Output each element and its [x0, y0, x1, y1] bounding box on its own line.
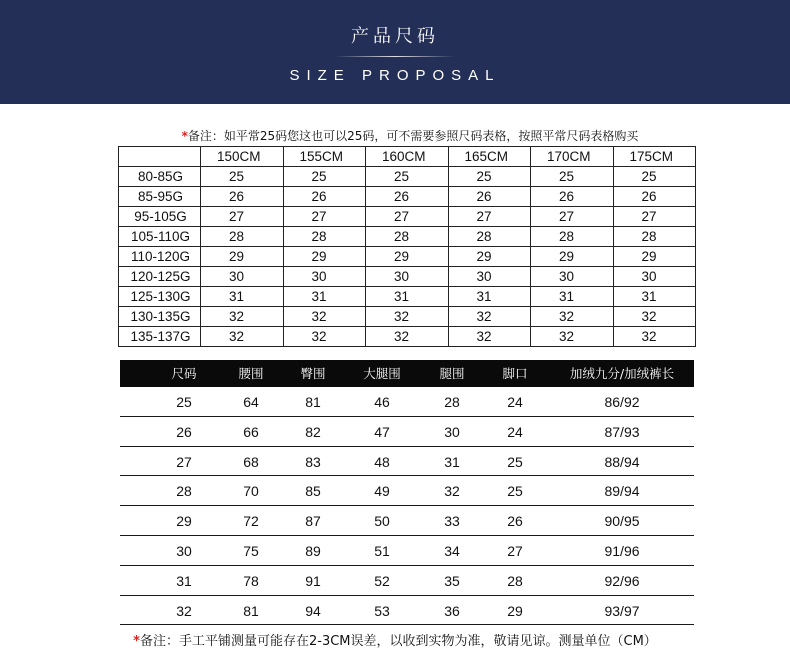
measure-cell: 82	[305, 423, 321, 440]
table-row	[119, 187, 696, 207]
table-row	[119, 167, 696, 187]
weight-label: 135-137G	[119, 327, 201, 347]
size-cell: 25	[448, 167, 531, 187]
measure-cell: 35	[444, 572, 460, 589]
measure-cell: 26	[176, 423, 192, 440]
size-cell: 25	[201, 167, 284, 187]
height-header: 165CM	[448, 147, 531, 167]
measure-header-cell: 脚口	[502, 366, 528, 381]
weight-label: 105-110G	[119, 227, 201, 247]
measure-cell: 91/96	[604, 542, 640, 559]
measure-cell: 27	[507, 542, 523, 559]
weight-label: 80-85G	[119, 167, 201, 187]
size-cell: 32	[531, 307, 614, 327]
measure-cell: 31	[176, 572, 192, 589]
weight-label: 125-130G	[119, 287, 201, 307]
asterisk-icon: *	[181, 129, 188, 143]
bottom-note-text: 备注：手工平铺测量可能存在2-3CM误差，以收到实物为准，敬请见谅。测量单位（CM）	[139, 634, 657, 649]
size-cell: 31	[613, 287, 696, 307]
measure-cell: 31	[444, 453, 460, 470]
measure-cell: 49	[374, 483, 390, 500]
size-cell: 30	[613, 267, 696, 287]
size-cell: 31	[201, 287, 284, 307]
measure-cell: 88/94	[604, 453, 640, 470]
measure-cell: 34	[444, 542, 460, 559]
size-cell: 29	[366, 247, 449, 267]
table-row	[120, 387, 694, 417]
size-table-corner	[119, 147, 201, 167]
size-cell: 32	[283, 327, 366, 347]
size-cell: 27	[448, 207, 531, 227]
size-cell: 32	[201, 307, 284, 327]
size-cell: 32	[366, 327, 449, 347]
asterisk-icon: *	[133, 634, 140, 649]
measure-header-cell: 加绒九分/加绒裤长	[569, 366, 675, 381]
size-cell: 27	[366, 207, 449, 227]
table-row	[120, 566, 694, 596]
measure-cell: 25	[507, 483, 523, 500]
size-cell: 27	[531, 207, 614, 227]
measure-cell: 32	[176, 602, 192, 619]
size-table-header-row	[119, 147, 696, 167]
size-cell: 27	[201, 207, 284, 227]
size-cell: 32	[366, 307, 449, 327]
size-cell: 29	[201, 247, 284, 267]
measure-header-cell: 臀围	[300, 366, 326, 381]
measure-cell: 90/95	[604, 513, 640, 530]
measure-cell: 25	[507, 453, 523, 470]
size-cell: 28	[366, 227, 449, 247]
table-row	[119, 327, 696, 347]
measure-header-cell: 腰围	[238, 366, 264, 381]
measure-cell: 30	[444, 423, 460, 440]
size-cell: 25	[613, 167, 696, 187]
measure-cell: 46	[374, 394, 390, 410]
table-row	[119, 247, 696, 267]
measure-cell: 53	[374, 602, 390, 619]
size-cell: 30	[448, 267, 531, 287]
measure-cell: 33	[444, 513, 460, 530]
size-cell: 29	[448, 247, 531, 267]
size-cell: 31	[283, 287, 366, 307]
measure-cell: 24	[507, 423, 523, 440]
measure-cell: 83	[305, 453, 321, 470]
table-row	[119, 227, 696, 247]
size-cell: 29	[283, 247, 366, 267]
measure-cell: 81	[243, 602, 259, 619]
measure-cell: 32	[444, 483, 460, 500]
size-cell: 31	[366, 287, 449, 307]
measure-cell: 94	[305, 602, 321, 619]
size-cell: 32	[283, 307, 366, 327]
measure-cell: 89/94	[604, 483, 640, 500]
measurement-table	[120, 387, 694, 625]
size-cell: 32	[201, 327, 284, 347]
weight-label: 95-105G	[119, 207, 201, 227]
measure-cell: 48	[374, 453, 390, 470]
weight-label: 130-135G	[119, 307, 201, 327]
size-cell: 30	[283, 267, 366, 287]
measure-header-cell: 大腿围	[363, 366, 401, 381]
measure-cell: 36	[444, 602, 460, 619]
weight-label: 120-125G	[119, 267, 201, 287]
measure-cell: 28	[444, 394, 460, 410]
size-cell: 31	[448, 287, 531, 307]
measure-cell: 47	[374, 423, 390, 440]
measure-cell: 75	[243, 542, 259, 559]
size-cell: 32	[531, 327, 614, 347]
table-row	[120, 417, 694, 447]
measure-cell: 64	[243, 394, 259, 410]
size-cell: 31	[531, 287, 614, 307]
measure-cell: 87/93	[604, 423, 640, 440]
top-note	[0, 128, 790, 144]
size-cell: 29	[531, 247, 614, 267]
height-header: 160CM	[366, 147, 449, 167]
banner-divider	[335, 56, 455, 57]
size-cell: 26	[531, 187, 614, 207]
measure-header-cell: 尺码	[171, 366, 197, 381]
measure-cell: 85	[305, 483, 321, 500]
size-cell: 30	[531, 267, 614, 287]
table-row	[119, 287, 696, 307]
header-banner	[0, 0, 790, 104]
measure-cell: 86/92	[604, 394, 640, 410]
measure-cell: 50	[374, 513, 390, 530]
size-cell: 26	[366, 187, 449, 207]
height-header: 150CM	[201, 147, 284, 167]
measure-cell: 25	[176, 394, 192, 410]
size-cell: 28	[613, 227, 696, 247]
size-cell: 32	[448, 327, 531, 347]
size-cell: 28	[448, 227, 531, 247]
measure-cell: 28	[176, 483, 192, 500]
measure-cell: 30	[176, 542, 192, 559]
table-row	[120, 506, 694, 536]
banner-subtitle: SIZE PROPOSAL	[289, 67, 501, 84]
measure-cell: 91	[305, 572, 321, 589]
size-cell: 26	[201, 187, 284, 207]
size-cell: 25	[366, 167, 449, 187]
height-header: 155CM	[283, 147, 366, 167]
measure-cell: 66	[243, 423, 259, 440]
measure-cell: 78	[243, 572, 259, 589]
size-cell: 27	[283, 207, 366, 227]
table-row	[120, 536, 694, 566]
weight-label: 110-120G	[119, 247, 201, 267]
table-row	[120, 447, 694, 477]
size-cell: 25	[283, 167, 366, 187]
table-row	[119, 207, 696, 227]
size-cell: 28	[531, 227, 614, 247]
size-cell: 32	[448, 307, 531, 327]
measure-cell: 29	[176, 513, 192, 530]
measure-cell: 89	[305, 542, 321, 559]
table-row	[120, 596, 694, 626]
table-row	[120, 476, 694, 506]
measurement-table-header	[120, 360, 694, 387]
height-header: 175CM	[613, 147, 696, 167]
measure-cell: 87	[305, 513, 321, 530]
bottom-note	[0, 634, 790, 650]
measure-cell: 26	[507, 513, 523, 530]
measure-cell: 51	[374, 542, 390, 559]
measure-cell: 72	[243, 513, 259, 530]
size-cell: 32	[613, 307, 696, 327]
size-cell: 27	[613, 207, 696, 227]
size-cell: 28	[201, 227, 284, 247]
measure-cell: 28	[507, 572, 523, 589]
size-cell: 29	[613, 247, 696, 267]
measure-cell: 81	[305, 394, 321, 410]
table-row	[119, 267, 696, 287]
size-cell: 32	[613, 327, 696, 347]
size-cell: 25	[531, 167, 614, 187]
measure-cell: 24	[507, 394, 523, 410]
size-cell: 26	[448, 187, 531, 207]
size-cell: 28	[283, 227, 366, 247]
measure-header-cell: 腿围	[439, 366, 465, 381]
size-cell: 30	[366, 267, 449, 287]
table-row	[119, 307, 696, 327]
top-note-text: 备注：如平常25码您这也可以25码，可不需要参照尺码表格，按照平常尺码表格购买	[187, 129, 639, 143]
size-cell: 30	[201, 267, 284, 287]
size-cell: 26	[613, 187, 696, 207]
banner-title: 产品尺码	[351, 26, 439, 47]
height-header: 170CM	[531, 147, 614, 167]
measure-cell: 70	[243, 483, 259, 500]
measure-cell: 52	[374, 572, 390, 589]
size-recommendation-table	[118, 146, 696, 347]
measure-cell: 29	[507, 602, 523, 619]
size-cell: 26	[283, 187, 366, 207]
measure-cell: 92/96	[604, 572, 640, 589]
measure-cell: 68	[243, 453, 259, 470]
measure-cell: 27	[176, 453, 192, 470]
measure-cell: 93/97	[604, 602, 640, 619]
weight-label: 85-95G	[119, 187, 201, 207]
